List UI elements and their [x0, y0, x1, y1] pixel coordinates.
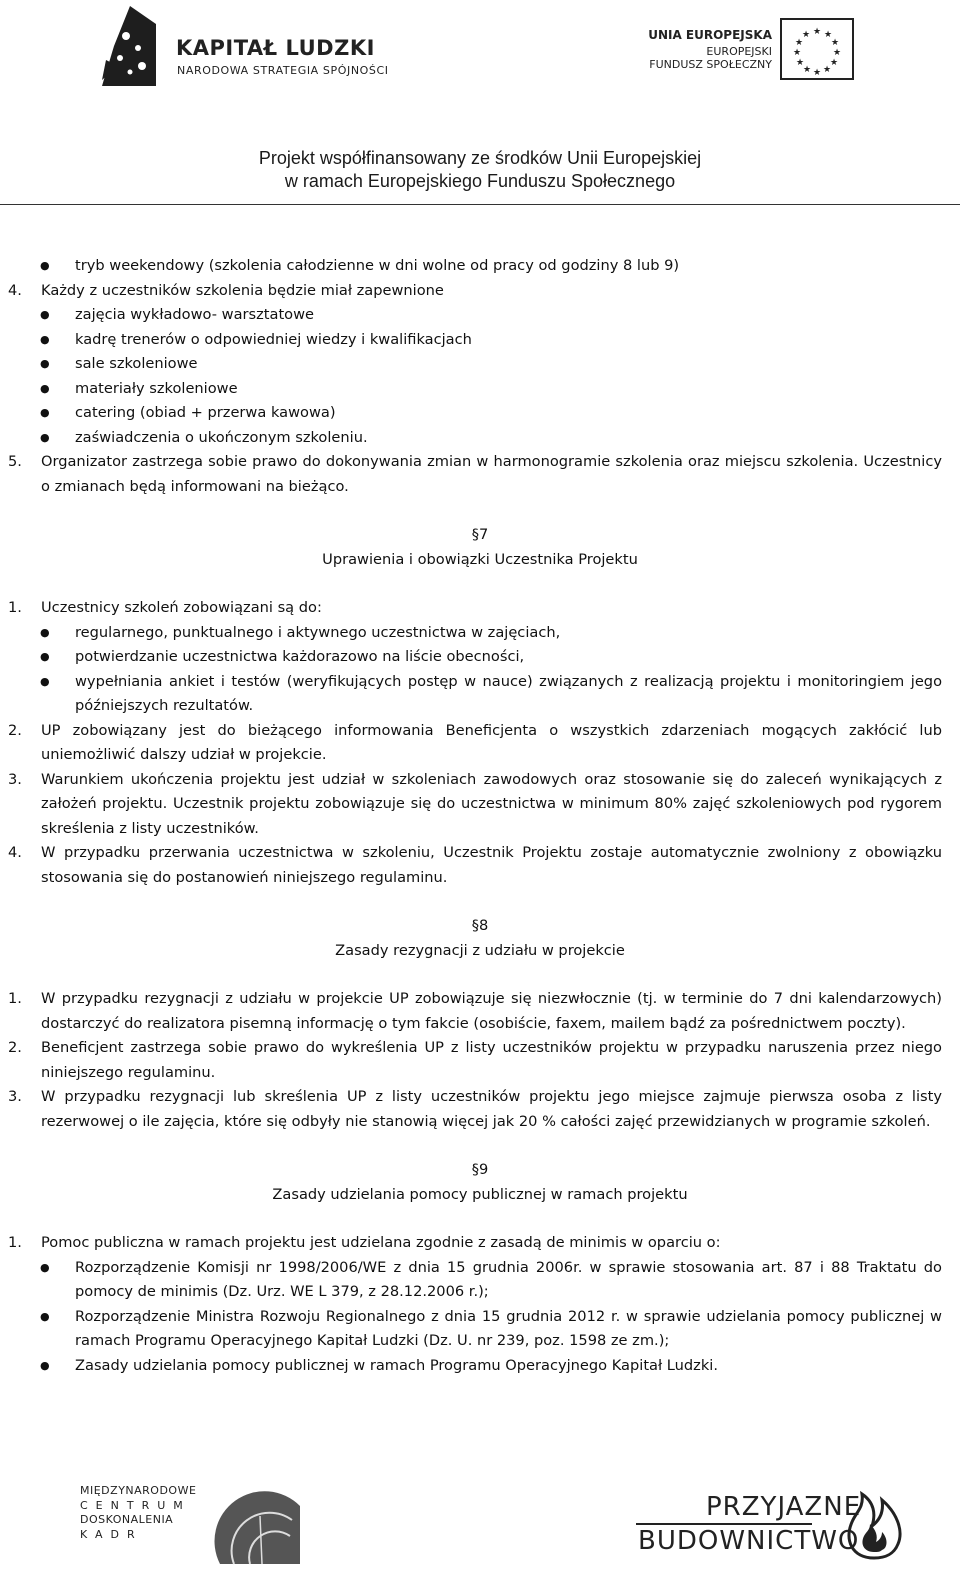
kapital-ludzki-subtitle: NARODOWA STRATEGIA SPÓJNOŚCI [177, 64, 389, 77]
svg-text:★: ★ [792, 48, 802, 58]
svg-text:★: ★ [794, 38, 804, 48]
numbered-item [0, 719, 960, 768]
bullet-icon: ● [40, 381, 50, 395]
bullet-item: ● regularnego, punktualnego i aktywnego uczestnictwa w zajęciach, [0, 621, 960, 646]
item-text: W przypadku rezygnacji lub skreślenia UP z listy uczestników projektu jego miejsce zajmuje pierwsza osoba z listy rezerwowej o ile zajęcia, które się odbyły nie stanowią więcej jak 20 % całości zajęć przewidzianych w programie szkoleń. [41, 1088, 942, 1130]
numbered-item [0, 987, 960, 1036]
section-number: §9 [471, 1161, 489, 1178]
numbered-item [0, 1231, 960, 1256]
numbered-item [0, 1036, 960, 1085]
item-number: 2. [8, 1039, 22, 1056]
bullet-icon: ● [40, 430, 50, 444]
numbered-item [0, 841, 960, 890]
item-text: Beneficjent zastrzega sobie prawo do wykreślenia UP z listy uczestników projektu w przypadku naruszenia przez niego niniejszego regulaminu. [41, 1039, 942, 1081]
eu-line-1: UNIA EUROPEJSKA [648, 28, 772, 42]
bullet-icon: ● [40, 674, 50, 688]
svg-text:★: ★ [830, 38, 840, 48]
eu-line-2: EUROPEJSKI [706, 45, 772, 58]
svg-text:★: ★ [802, 65, 812, 75]
pb-line-1: PRZYJAZNE [706, 1492, 862, 1522]
header-divider [0, 204, 960, 205]
kapital-ludzki-title: KAPITAŁ LUDZKI [176, 36, 375, 60]
bullet-item: ● kadrę trenerów o odpowiedniej wiedzy i kwalifikacjach [0, 328, 960, 353]
mcdk-line-4: KADR [80, 1527, 143, 1541]
section-title: Uprawienia i obowiązki Uczestnika Projektu [322, 550, 638, 568]
numbered-item [0, 596, 960, 621]
bullet-item: ● Rozporządzenie Ministra Rozwoju Regionalnego z dnia 15 grudnia 2012 r. w sprawie udzielania pomocy publicznej w ramach Programu Operacyjnego Kapitał Ludzki (Dz. U. nr 239, poz. 1598 ze zm.); [0, 1305, 960, 1354]
item-text: Organizator zastrzega sobie prawo do dokonywania zmian w harmonogramie szkolenia oraz miejscu szkolenia. Uczestnicy o zmianach będą informowani na bieżąco. [41, 453, 942, 495]
section-title: Zasady udzielania pomocy publicznej w ramach projektu [272, 1185, 688, 1203]
item-text: UP zobowiązany jest do bieżącego informowania Beneficjenta o wszystkich zdarzeniach mogących zakłócić lub uniemożliwić dalszy udział w projekcie. [41, 721, 942, 763]
eu-line-3: FUNDUSZ SPOŁECZNY [649, 58, 772, 71]
numbered-item [0, 279, 960, 304]
bullet-item: ● zaświadczenia o ukończonym szkoleniu. [0, 426, 960, 451]
bullet-icon: ● [40, 625, 50, 639]
numbered-item [0, 768, 960, 842]
flame-icon [842, 1482, 906, 1560]
section-number: §7 [471, 526, 489, 543]
mcdk-logo [80, 1478, 340, 1578]
kapital-ludzki-logo [96, 6, 396, 98]
item-text: Warunkiem ukończenia projektu jest udział w szkoleniach zawodowych oraz stosowanie się do zaleceń wynikających z założeń projektu. Uczestnik projektu zobowiązuje się do uczestnictwa w minimum 80% zajęć szkoleniowych pod rygorem skreślenia z listy uczestników. [41, 770, 942, 837]
bullet-item: ● materiały szkoleniowe [0, 377, 960, 402]
bullet-icon: ● [40, 1309, 50, 1323]
bullet-item: ● wypełniania ankiet i testów (weryfikujących postęp w nauce) związanych z realizacją projektu i monitoringiem jego późniejszych rezultatów. [0, 670, 960, 719]
numbered-item [0, 1085, 960, 1134]
eu-flag-icon [780, 18, 854, 80]
svg-text:★: ★ [795, 58, 805, 68]
item-text: W przypadku przerwania uczestnictwa w szkoleniu, Uczestnik Projektu zostaje automatycznie zwolniony z obowiązku stosowania się do postanowień niniejszego regulaminu. [41, 844, 942, 886]
bullet-icon: ● [40, 650, 50, 663]
bullet-icon: ● [40, 357, 50, 370]
project-cofinancing-line-1: Projekt współfinansowany ze środków Unii Europejskiej [258, 148, 702, 168]
section-title: Zasady rezygnacji z udziału w projekcie [335, 941, 625, 959]
bullet-icon: ● [40, 1260, 50, 1274]
pb-divider [636, 1523, 812, 1525]
bullet-icon: ● [40, 1358, 50, 1372]
item-text: Uczestnicy szkoleń zobowiązani są do: [41, 599, 322, 616]
bullet-item: ● Rozporządzenie Komisji nr 1998/2006/WE z dnia 15 grudnia 2006r. w sprawie stosowania art. 87 i 88 Traktatu do pomocy de minimis (Dz. Urz. WE L 379, z 28.12.2006 r.); [0, 1256, 960, 1305]
bullet-icon: ● [40, 406, 50, 419]
bullet-item: ● Zasady udzielania pomocy publicznej w ramach Programu Operacyjnego Kapitał Ludzki. [0, 1354, 960, 1379]
item-number: 4. [8, 844, 22, 861]
item-text: Każdy z uczestników szkolenia będzie miał zapewnione [41, 281, 444, 299]
document-body [0, 254, 960, 1378]
bullet-icon: ● [40, 332, 50, 346]
svg-text:★: ★ [822, 65, 832, 75]
item-number: 2. [8, 721, 22, 739]
przyjazne-budownictwo-logo [636, 1492, 916, 1572]
bullet-item: ● potwierdzanie uczestnictwa każdorazowo na liście obecności, [0, 645, 960, 670]
bullet-item: ● zajęcia wykładowo- warsztatowe [0, 303, 960, 328]
kapital-ludzki-emblem-icon [96, 6, 160, 98]
svg-text:★: ★ [812, 68, 822, 78]
mcdk-line-3: DOSKONALENIA [80, 1513, 174, 1526]
item-text: Pomoc publiczna w ramach projektu jest udzielana zgodnie z zasadą de minimis w oparciu o: [41, 1234, 721, 1251]
svg-text:★: ★ [832, 48, 842, 58]
mcdk-line-2: CENTRUM [80, 1498, 191, 1512]
numbered-item [0, 450, 960, 499]
item-number: 3. [8, 770, 22, 788]
mcdk-line-1: MIĘDZYNARODOWE [80, 1484, 197, 1497]
pb-line-2: BUDOWNICTWO [638, 1526, 860, 1556]
bullet-item: ● tryb weekendowy (szkolenia całodzienne w dni wolne od pracy od godziny 8 lub 9) [0, 254, 960, 279]
bullet-item: ● sale szkoleniowe [0, 352, 960, 377]
section-number: §8 [471, 917, 489, 934]
bullet-icon: ● [40, 308, 50, 321]
svg-text:★: ★ [829, 58, 839, 68]
svg-text:★: ★ [823, 30, 833, 40]
project-cofinancing-line-2: w ramach Europejskiego Funduszu Społecznego [284, 171, 676, 191]
item-number: 3. [8, 1088, 22, 1105]
item-number: 4. [8, 281, 22, 299]
item-number: 1. [8, 990, 22, 1007]
bullet-item: ● catering (obiad + przerwa kawowa) [0, 401, 960, 426]
svg-text:★: ★ [801, 30, 811, 40]
item-number: 1. [8, 599, 22, 616]
globe-icon [200, 1486, 300, 1566]
eu-logo [630, 18, 860, 82]
item-number: 1. [8, 1234, 22, 1251]
svg-text:★: ★ [812, 27, 822, 37]
item-number: 5. [8, 453, 22, 470]
bullet-icon: ● [40, 259, 50, 272]
item-text: W przypadku rezygnacji z udziału w projekcie UP zobowiązuje się niezwłocznie (tj. w terminie do 7 dni kalendarzowych) dostarczyć do realizatora pisemną informację o tym fakcie (osobiście, faxem, mailem bądź za pośrednictwem poczty). [41, 990, 942, 1032]
